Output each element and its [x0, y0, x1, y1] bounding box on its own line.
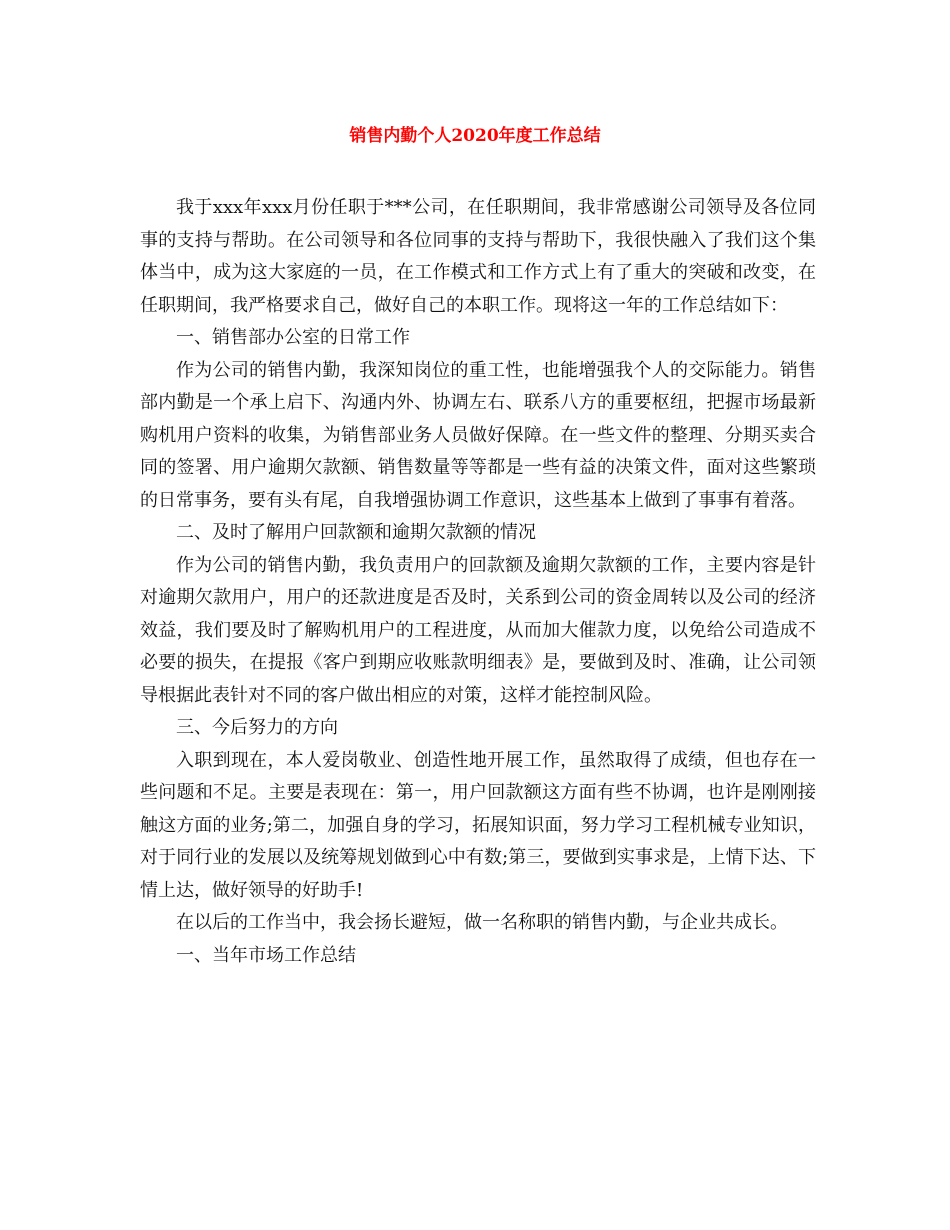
document-body [140, 192, 816, 972]
paragraph-section-3: 入职到现在，本人爱岗敬业、创造性地开展工作，虽然取得了成绩，但也存在一些问题和不足。主要是表现在：第一，用户回款额这方面有些不协调，也许是刚刚接触这方面的业务;第二，加强自身的学习，拓展知识面，努力学习工程机械专业知识，对于同行业的发展以及统筹规划做到心中有数;第三，要做到实事求是，上情下达、下情上达，做好领导的好助手! [140, 749, 816, 901]
document-title: 销售内勤个人2020年度工作总结 [349, 126, 601, 146]
paragraph-closing: 在以后的工作当中，我会扬长避短，做一名称职的销售内勤，与企业共成长。 [176, 912, 788, 933]
section-heading-3: 三、今后努力的方向 [176, 717, 338, 738]
paragraph-section-1: 作为公司的销售内勤，我深知岗位的重工性，也能增强我个人的交际能力。销售部内勤是一个承上启下、沟通内外、协调左右、联系八方的重要枢纽，把握市场最新购机用户资料的收集，为销售部业务人员做好保障。在一些文件的整理、分期买卖合同的签署、用户逾期欠款额、销售数量等等都是一些有益的决策文件，面对这些繁琐的日常事务，要有头有尾，自我增强协调工作意识，这些基本上做到了事事有着落。 [140, 359, 816, 511]
paragraph-section-2: 作为公司的销售内勤，我负责用户的回款额及逾期欠款额的工作，主要内容是针对逾期欠款用户，用户的还款进度是否及时，关系到公司的资金周转以及公司的经济效益，我们要及时了解购机用户的工程进度，从而加大催款力度，以免给公司造成不必要的损失，在提报《客户到期应收账款明细表》是，要做到及时、准确，让公司领导根据此表针对不同的客户做出相应的对策，这样才能控制风险。 [140, 554, 816, 706]
section-heading-1: 一、销售部办公室的日常工作 [176, 327, 410, 348]
section-heading-next: 一、当年市场工作总结 [176, 944, 356, 966]
section-heading-2: 二、及时了解用户回款额和逾期欠款额的情况 [176, 522, 536, 543]
paragraph-intro: 我于xxx年xxx月份任职于***公司，在任职期间，我非常感谢公司领导及各位同事的支持与帮助。在公司领导和各位同事的支持与帮助下，我很快融入了我们这个集体当中，成为这大家庭的一员，在工作模式和工作方式上有了重大的突破和改变，在任职期间，我严格要求自己，做好自己的本职工作。现将这一年的工作总结如下： [140, 197, 816, 316]
